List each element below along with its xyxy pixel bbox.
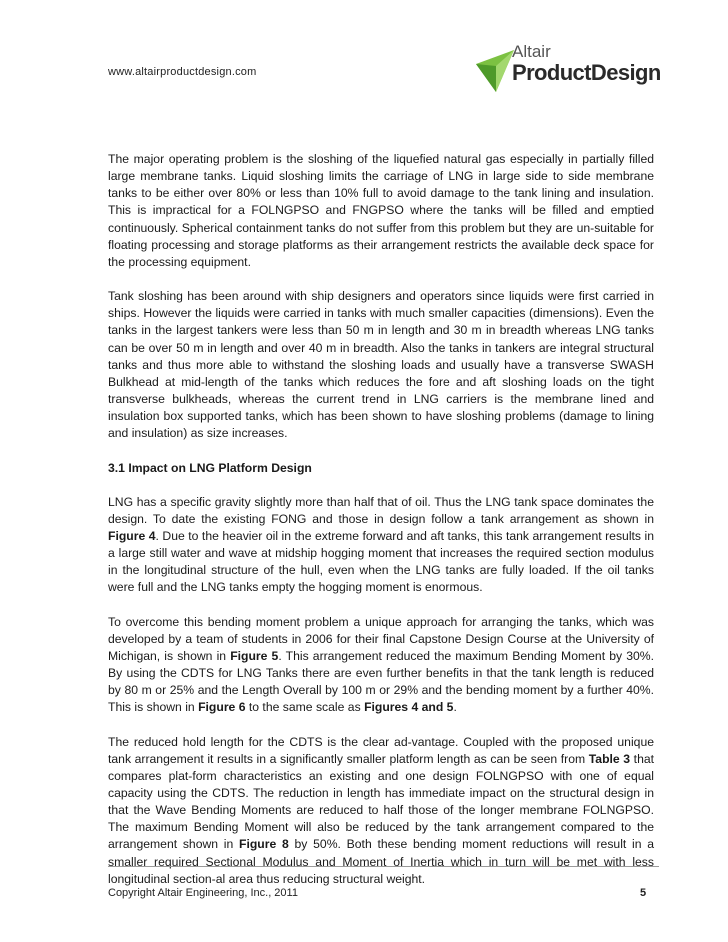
figure-ref: Figure 6 xyxy=(198,700,246,715)
logo-altair-text: Altair xyxy=(512,42,551,61)
footer-divider xyxy=(108,866,659,867)
altair-logo-icon xyxy=(474,48,516,94)
document-body xyxy=(108,151,654,888)
altair-product-design-logo xyxy=(474,40,661,100)
section-heading: 3.1 Impact on LNG Platform Design xyxy=(108,460,312,475)
paragraph-reduced-hold-length: The reduced hold length for the CDTS is the clear ad-vantage. Coupled with the proposed unique tank arrangement it results in a significantly smaller platform length as can be seen from Table 3 that compares plat-form characteristics an existing and one design FOLNGPSO with one of equal capacity using the CDTS. The reduction in length has immediate impact on the structural design in that the Wave Bending Moments are reduced to half those of the longer membrane FOLNGPSO. The maximum Bending Moment will also be reduced by the tank arrangement compared to the arrangement shown in Figure 8 by 50%. Both these bending moment reductions will result in a smaller required Sectional Modulus and Moment of Inertia which in turn will be met with less longitudinal section-al area thus reducing structural weight. xyxy=(108,734,655,886)
paragraph-tank-sloshing-history: Tank sloshing has been around with ship designers and operators since liquids were first carried in ships. However the liquids were carried in tanks with much smaller capacities (dimensions). Even the tanks in the largest tankers were less than 50 m in length and 30 m in breadth whereas LNG tanks can be over 50 m in length and over 40 m in breadth. Also the tanks in tankers are integral structural tanks and thus more able to withstand the sloshing loads and usually have a transverse SWASH Bulkhead at mid-length of the tanks which reduces the fore and aft sloshing loads on the tight transverse bulkheads, whereas the current trend in LNG carriers is the membrane lined and insulation box supported tanks, which has been shown to have sloshing problems (damage to lining and insulation) as size increases. xyxy=(108,289,654,441)
paragraph-lng-specific-gravity: LNG has a specific gravity slightly more than half that of oil. Thus the LNG tank space dominates the design. To date the existing FONG and those in design follow a tank arrangement as shown in Figure 4. Due to the heavier oil in the extreme forward and aft tanks, this tank arrangement results in a large still water and wave at midship hogging moment that increases the required section modulus in the longitudinal structure of the hull, even when the LNG tanks are fully loaded. If the oil tanks were full and the LNG tanks empty the hogging moment is enormous. xyxy=(108,494,655,595)
figure-ref: Figure 5 xyxy=(230,648,279,663)
table-ref: Table 3 xyxy=(588,751,631,766)
figure-ref: Figures 4 and 5 xyxy=(364,700,454,715)
page-number: 5 xyxy=(640,887,647,899)
footer-copyright: Copyright Altair Engineering, Inc., 2011 xyxy=(108,887,298,899)
site-url[interactable]: www.altairproductdesign.com xyxy=(108,66,257,78)
figure-ref: Figure 8 xyxy=(239,837,289,852)
logo-productdesign-text: ProductDesign xyxy=(512,60,661,85)
figure-ref: Figure 4 xyxy=(108,528,156,543)
paragraph-sloshing-problem: The major operating problem is the sloshing of the liquefied natural gas especially in partially filled large membrane tanks. Liquid sloshing limits the carriage of LNG in large side to side membrane tanks to be either over 80% or less than 10% full to avoid damage to the tank lining and insulation. This is impractical for a FOLNGPSO and FNGPSO where the tanks will be filled and emptied continuously. Spherical containment tanks do not suffer from this problem but they are un-suitable for floating processing and storage platforms as their arrangement restricts the available deck space for the processing equipment. xyxy=(108,152,654,269)
paragraph-bending-moment: To overcome this bending moment problem a unique approach for arranging the tanks, which was developed by a team of students in 2006 for their final Capstone Design Course at the University of Michigan, is shown in Figure 5. This arrangement reduced the maximum Bending Moment by 30%. By using the CDTS for LNG Tanks there are even further benefits in that the tank length is reduced by 80 m or 25% and the Length Overall by 100 m or 29% and the bending moment by a further 40%. This is shown in Figure 6 to the same scale as Figures 4 and 5. xyxy=(108,614,654,715)
